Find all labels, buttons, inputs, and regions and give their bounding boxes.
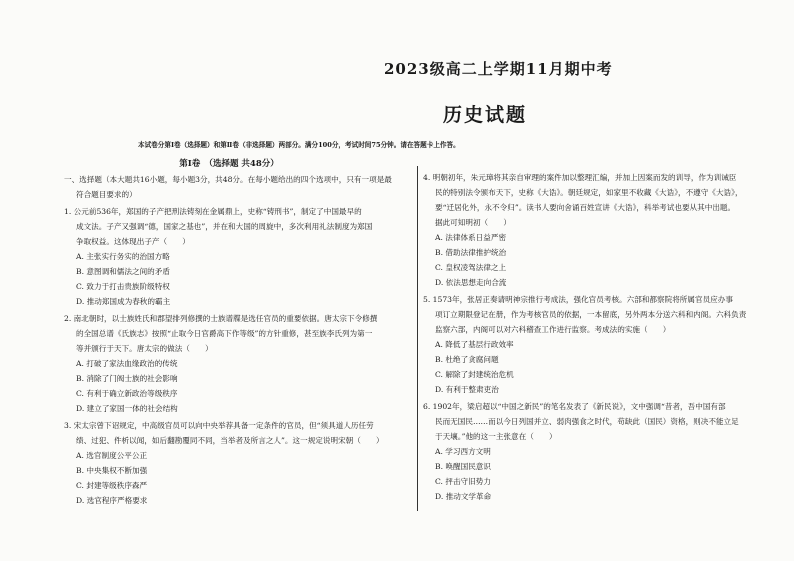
question-stem-line: 的全国总谱《氏族志》按照“止取今日官爵高下作等级”的方针重修，甚至族李氏列为第一 bbox=[76, 329, 373, 338]
question-stem-line: 据此可知明初（ ） bbox=[435, 218, 511, 227]
option-b: B. 消除了门阀士族的社会影响 bbox=[76, 374, 178, 383]
question-stem-line: 6. 1902年，梁启超以“中国之新民”的笔名发表了《新民说》，文中强调“昔者，吾中国有部 bbox=[423, 402, 726, 411]
section-intro-line: 符合题目要求的） bbox=[76, 190, 137, 199]
left-column bbox=[64, 157, 414, 508]
right-column bbox=[423, 168, 763, 504]
option-a: A. 法律体系日益严密 bbox=[435, 233, 507, 242]
question-2 bbox=[64, 311, 414, 416]
column-divider bbox=[417, 166, 418, 511]
option-a: A. 打破了家法血缘政治的传统 bbox=[76, 359, 178, 368]
question-5 bbox=[423, 292, 763, 397]
option-b: B. 唤醒国民意识 bbox=[435, 462, 491, 471]
exam-title: 2023级高二上学期11月期中考 bbox=[384, 60, 613, 78]
option-d: D. 有利于整肃吏治 bbox=[435, 385, 499, 394]
option-d: D. 依法思想走向合流 bbox=[435, 278, 507, 287]
exam-subject: 历史试题 bbox=[443, 104, 528, 126]
option-c: C. 抨击守旧势力 bbox=[435, 477, 491, 486]
question-stem-line: 民而无国民……而以今日列国并立、弱肉强食之时代，苟缺此（国民）资格，则决不能立足 bbox=[435, 417, 739, 426]
question-6 bbox=[423, 399, 763, 504]
section-intro-line: 一、选择题（本大题共16小题，每小题3分，共48分。在每小题给出的四个选项中，只有一项是最 bbox=[64, 175, 392, 184]
question-3 bbox=[64, 418, 414, 508]
question-stem-line: 于天壤。”他的这一主张意在（ ） bbox=[435, 432, 557, 441]
question-1 bbox=[64, 204, 414, 309]
option-d: D. 建立了家国一体的社会结构 bbox=[76, 404, 178, 413]
option-b: B. 杜绝了贪腐问题 bbox=[435, 355, 499, 364]
option-c: C. 致力于打击贵族阶级特权 bbox=[76, 282, 170, 291]
option-d: D. 推动郑国成为春秋的霸主 bbox=[76, 297, 171, 306]
question-stem-line: 要“迁居化外，永不令归”。读书人要向舍诵百姓宣讲《大诰》，科举考试也要从其中出题。 bbox=[435, 203, 736, 212]
option-d: D. 推动文学革命 bbox=[435, 492, 492, 501]
question-stem-line: 3. 宋太宗曾下诏规定，中高级官员可以向中央举荐具备一定条件的官员，但“须具道人历任劳 bbox=[64, 421, 374, 430]
part1-heading: 第Ⅰ卷 （选择题 共48分） bbox=[179, 159, 279, 169]
option-d: D. 选官程序严格要求 bbox=[76, 496, 148, 505]
question-stem-line: 5. 1573年，张居正奏请明神宗推行考成法，强化官员考核。六部和都察院将所属官员应办事 bbox=[423, 295, 733, 304]
question-stem-line: 项订立期限登记在册，作为考核官员的依据，一本留底，另外两本分送六科和内阁。六科负责 bbox=[435, 310, 747, 319]
option-c: C. 有利于确立新政治等级秩序 bbox=[76, 389, 178, 398]
question-stem-line: 成文法。子产又强调“德，国家之基也”，并在和大国的周旋中，多次利用礼法制度为郑国 bbox=[76, 222, 373, 231]
question-stem-line: 争取权益。这体现出子产（ ） bbox=[76, 237, 190, 246]
option-c: C. 封建等级秩序森严 bbox=[76, 481, 148, 490]
option-a: A. 选官制度公平公正 bbox=[76, 451, 148, 460]
option-a: A. 主张实行务实的治国方略 bbox=[76, 252, 170, 261]
question-stem-line: 民的特别法令颁布天下，史称《大诰》。朝廷规定，如家里不收藏《大诰》，不遵守《大诰》， bbox=[435, 188, 743, 197]
option-b: B. 中央集权不断加强 bbox=[76, 466, 148, 475]
question-stem-line: 2. 南北朝时，以士族姓氏和郡望排列修撰的士族谱牒是选任官员的重要依据。唐太宗下令修撰 bbox=[64, 314, 378, 323]
question-stem-line: 1. 公元前536年，郑国的子产把刑法铸刻在金属鼎上，史称“铸刑书”，制定了中国最早的 bbox=[64, 207, 362, 216]
option-b: B. 借助法律推护统治 bbox=[435, 248, 507, 257]
question-stem-line: 4. 明朝初年，朱元璋将其亲自审理的案件加以整理汇编，并加上因案而发的训导，作为训诫臣 bbox=[423, 173, 737, 182]
exam-notice: 本试卷分第Ⅰ卷（选择题）和第Ⅱ卷（非选择题）两部分。满分100分，考试时间75分钟。请在答题卡上作答。 bbox=[138, 141, 460, 149]
question-stem-line: 等并颁行于天下。唐太宗的做法（ ） bbox=[76, 344, 213, 353]
question-stem-line: 绩、过犯、件析以闻，如后翻勘覆同不同，当举者及所言之人”。这一规定说明宋朝（ ） bbox=[76, 436, 384, 445]
question-4 bbox=[423, 170, 763, 290]
option-c: C. 皇权凌驾法律之上 bbox=[435, 263, 507, 272]
question-stem-line: 监察六部，内阁可以对六科稽查工作进行监察。考成法的实施（ ） bbox=[435, 325, 671, 334]
option-a: A. 降低了基层行政效率 bbox=[435, 340, 514, 349]
option-c: C. 解除了封建统治危机 bbox=[435, 370, 514, 379]
option-b: B. 意图调和儒法之间的矛盾 bbox=[76, 267, 170, 276]
option-a: A. 学习西方文明 bbox=[435, 447, 491, 456]
